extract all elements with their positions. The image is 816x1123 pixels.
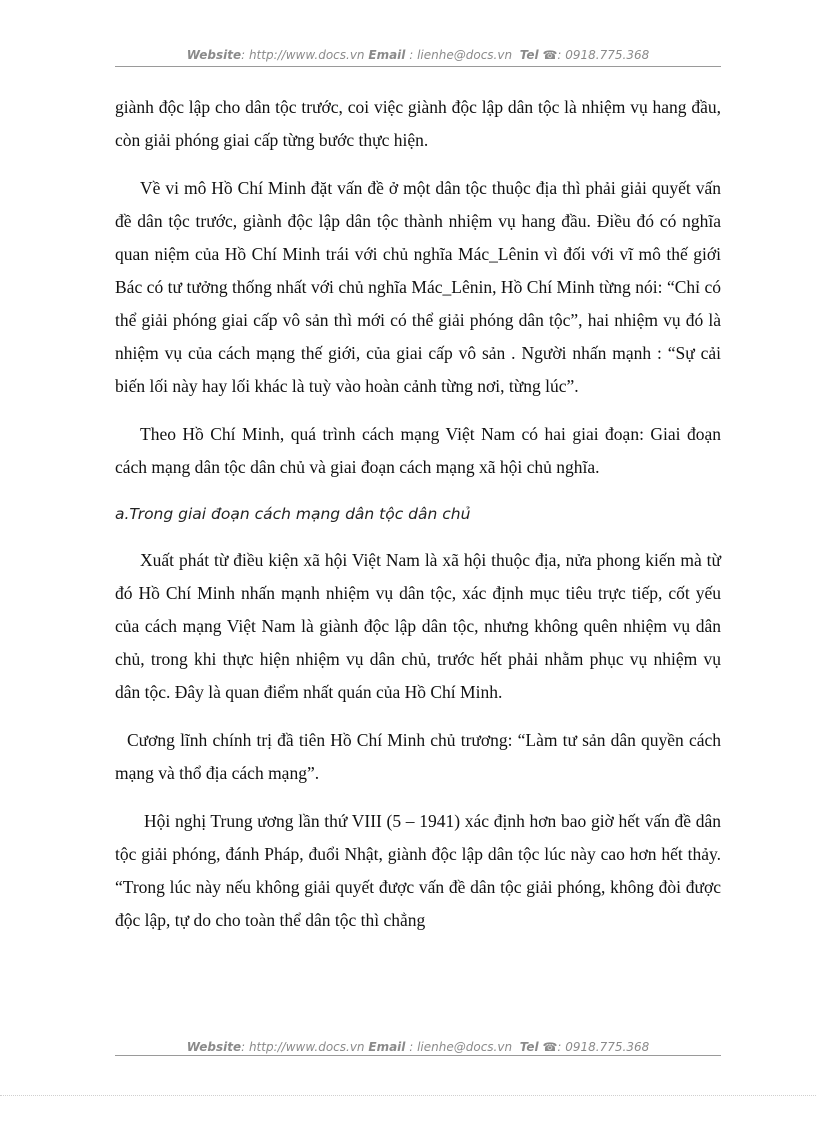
page-footer: [115, 1040, 721, 1054]
footer-email-label: Email: [368, 1040, 406, 1054]
paragraph-1: giành độc lập cho dân tộc trước, coi việc giành độc lập dân tộc là nhiệm vụ hang đầu, còn giải phóng giai cấp từng bước thực hiện.: [115, 97, 721, 150]
footer-tel-label: Tel: [519, 1040, 539, 1054]
section-heading-a: a.Trong giai đoạn cách mạng dân tộc dân chủ: [115, 505, 471, 523]
paragraph-6: Hội nghị Trung ương lần thứ VIII (5 – 1941) xác định hơn bao giờ hết vấn đề dân tộc giải phóng, đánh Pháp, đuổi Nhật, giành độc lập dân tộc lúc này cao hơn hết thảy. “Trong lúc này nếu không giải quyết được vấn đề dân tộc giải phóng, không đòi được độc lập, tự do cho toàn thể dân tộc thì chẳng: [115, 811, 721, 930]
footer-website-url[interactable]: : http://www.docs.vn: [241, 1040, 365, 1054]
paragraph-3: Theo Hồ Chí Minh, quá trình cách mạng Việt Nam có hai giai đoạn: Giai đoạn cách mạng dân tộc dân chủ và giai đoạn cách mạng xã hội chủ nghĩa.: [115, 424, 721, 477]
paragraph-2: Về vi mô Hồ Chí Minh đặt vấn đề ở một dân tộc thuộc địa thì phải giải quyết vấn đề dân tộc trước, giành độc lập dân tộc thành nhiệm vụ hang đầu. Điều đó có nghĩa quan niệm của Hồ Chí Minh trái với chủ nghĩa Mác_Lênin vì đối với vĩ mô thế giới Bác có tư tưởng thống nhất với chủ nghĩa Mác_Lênin, Hồ Chí Minh từng nói: “Chỉ có thể giải phóng giai cấp vô sản thì mới có thể giải phóng dân tộc”, hai nhiệm vụ đó là nhiệm vụ của cách mạng thế giới, của giai cấp vô sản . Người nhấn mạnh : “Sự cải biến lối này hay lối khác là tuỳ vào hoàn cảnh từng nơi, từng lúc”.: [115, 178, 721, 396]
website-label: Website: [186, 48, 242, 62]
footer-tel-value: : 0918.775.368: [557, 1040, 650, 1054]
tel-value: : 0918.775.368: [557, 48, 650, 62]
header-divider: [115, 66, 721, 67]
page-header: [115, 48, 721, 62]
document-body: [115, 91, 721, 952]
page-edge-dotted-line: [0, 1095, 816, 1096]
tel-label: Tel: [519, 48, 539, 62]
paragraph-5: Cương lĩnh chính trị đầ tiên Hồ Chí Minh chủ trương: “Làm tư sản dân quyền cách mạng và thổ địa cách mạng”.: [115, 730, 721, 783]
website-url[interactable]: : http://www.docs.vn: [241, 48, 365, 62]
email-label: Email: [368, 48, 406, 62]
footer-divider: [115, 1055, 721, 1056]
footer-website-label: Website: [186, 1040, 242, 1054]
email-value[interactable]: : lienhe@docs.vn: [409, 48, 513, 62]
paragraph-4: Xuất phát từ điều kiện xã hội Việt Nam là xã hội thuộc địa, nửa phong kiến mà từ đó Hồ Chí Minh nhấn mạnh nhiệm vụ dân tộc, xác định mục tiêu trực tiếp, cốt yếu của cách mạng Việt Nam là giành độc lập dân tộc, nhưng không quên nhiệm vụ dân chủ, trong khi thực hiện nhiệm vụ dân chủ, trước hết phải nhằm phục vụ nhiệm vụ dân tộc. Đây là quan điểm nhất quán của Hồ Chí Minh.: [115, 550, 721, 702]
footer-phone-icon: ☎: [542, 1040, 558, 1054]
footer-email-value[interactable]: : lienhe@docs.vn: [409, 1040, 513, 1054]
phone-icon: ☎: [542, 48, 558, 62]
